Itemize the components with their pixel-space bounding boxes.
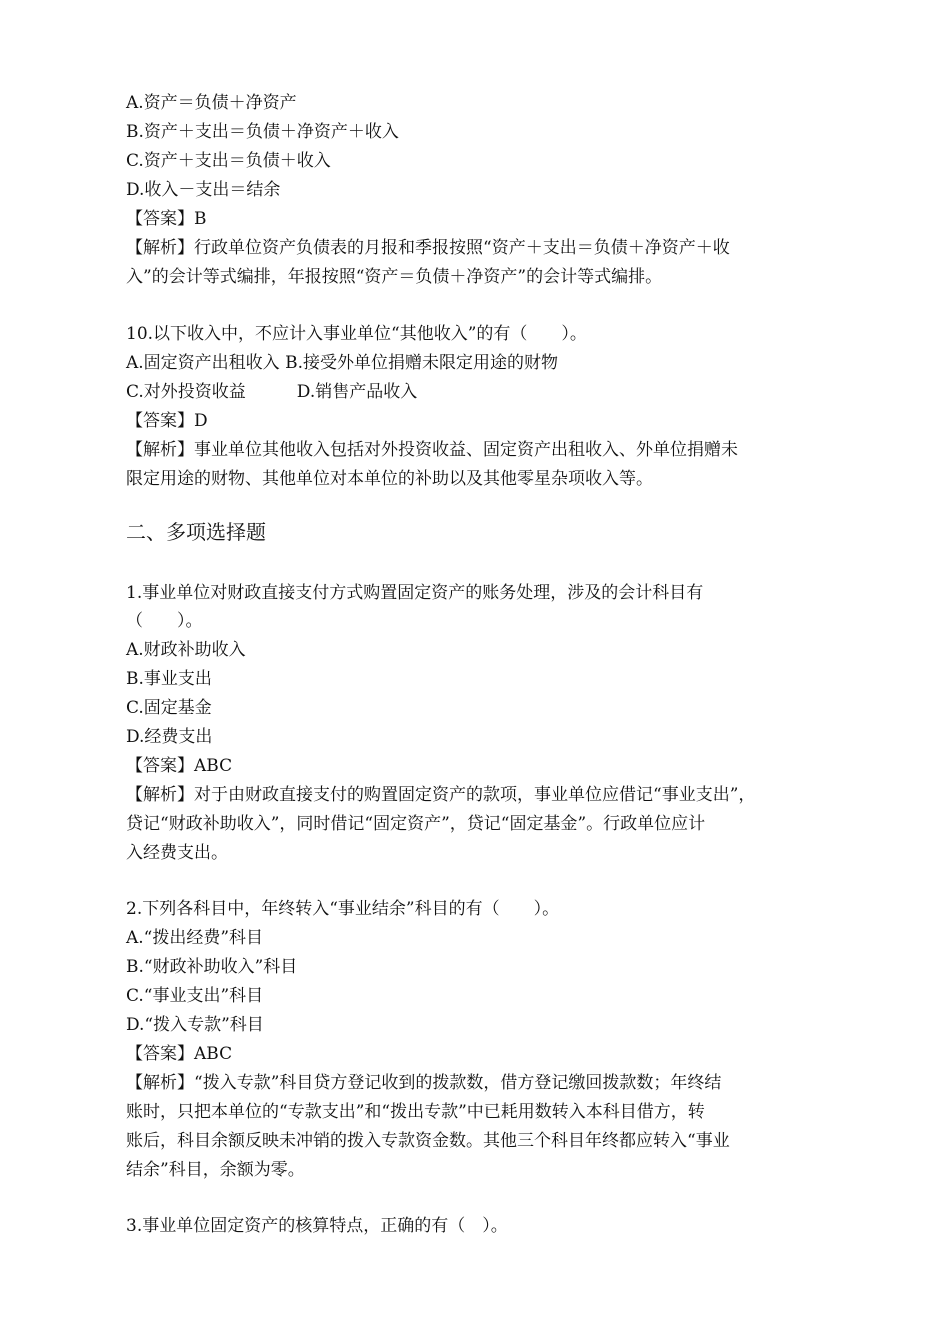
m1-option-d: D.经费支出 — [126, 727, 213, 747]
m2-option-a: A.“拨出经费”科目 — [126, 928, 264, 948]
m2-answer: 【答案】ABC — [126, 1044, 233, 1064]
q10-answer: 【答案】D — [126, 411, 208, 431]
m2-option-d: D.“拨入专款”科目 — [126, 1015, 264, 1035]
m2-analysis-line-4: 结余”科目，余额为零。 — [126, 1160, 305, 1180]
m3-stem: 3.事业单位固定资产的核算特点，正确的有（ ）。 — [126, 1216, 508, 1236]
q10-analysis-line-1: 【解析】事业单位其他收入包括对外投资收益、固定资产出租收入、外单位捐赠未 — [126, 440, 738, 460]
m1-option-b: B.事业支出 — [126, 669, 212, 689]
q9-analysis-line-2: 入”的会计等式编排，年报按照“资产＝负债＋净资产”的会计等式编排。 — [126, 267, 663, 287]
q10-analysis-line-2: 限定用途的财物、其他单位对本单位的补助以及其他零星杂项收入等。 — [126, 469, 653, 489]
m2-analysis-line-1: 【解析】“拨入专款”科目贷方登记收到的拨款数，借方登记缴回拨款数；年终结 — [126, 1073, 722, 1093]
m1-option-a: A.财政补助收入 — [126, 640, 246, 660]
m1-analysis-line-2: 贷记“财政补助收入”，同时借记“固定资产”，贷记“固定基金”。行政单位应计 — [126, 814, 706, 834]
q9-option-d: D.收入－支出＝结余 — [126, 180, 281, 200]
section-title: 二、多项选择题 — [126, 520, 266, 544]
m1-answer: 【答案】ABC — [126, 756, 233, 776]
q10-options-row-2: C.对外投资收益 D.销售产品收入 — [126, 382, 418, 402]
m2-analysis-line-2: 账时，只把本单位的“专款支出”和“拨出专款”中已耗用数转入本科目借方，转 — [126, 1102, 705, 1122]
q9-option-b: B.资产＋支出＝负债＋净资产＋收入 — [126, 122, 399, 142]
m2-stem: 2.下列各科目中，年终转入“事业结余”科目的有（ ）。 — [126, 899, 560, 919]
q9-answer: 【答案】B — [126, 209, 207, 229]
q10-stem: 10.以下收入中，不应计入事业单位“其他收入”的有（ ）。 — [126, 324, 587, 344]
q9-option-c: C.资产＋支出＝负债＋收入 — [126, 151, 331, 171]
m2-option-b: B.“财政补助收入”科目 — [126, 957, 298, 977]
q9-analysis-line-1: 【解析】行政单位资产负债表的月报和季报按照“资产＋支出＝负债＋净资产＋收 — [126, 238, 730, 258]
m2-analysis-line-3: 账后，科目余额反映未冲销的拨入专款资金数。其他三个科目年终都应转入“事业 — [126, 1131, 730, 1151]
m1-analysis-line-3: 入经费支出。 — [126, 843, 228, 863]
m2-option-c: C.“事业支出”科目 — [126, 986, 264, 1006]
m1-stem-line-1: 1.事业单位对财政直接支付方式购置固定资产的账务处理，涉及的会计科目有 — [126, 583, 704, 603]
q9-option-a: A.资产＝负债＋净资产 — [126, 93, 297, 113]
m1-analysis-line-1: 【解析】对于由财政直接支付的购置固定资产的款项，事业单位应借记“事业支出”， — [126, 785, 756, 805]
q10-options-row-1: A.固定资产出租收入 B.接受外单位捐赠未限定用途的财物 — [126, 353, 558, 373]
m1-option-c: C.固定基金 — [126, 698, 212, 718]
m1-stem-line-2: （ ）。 — [126, 611, 203, 631]
